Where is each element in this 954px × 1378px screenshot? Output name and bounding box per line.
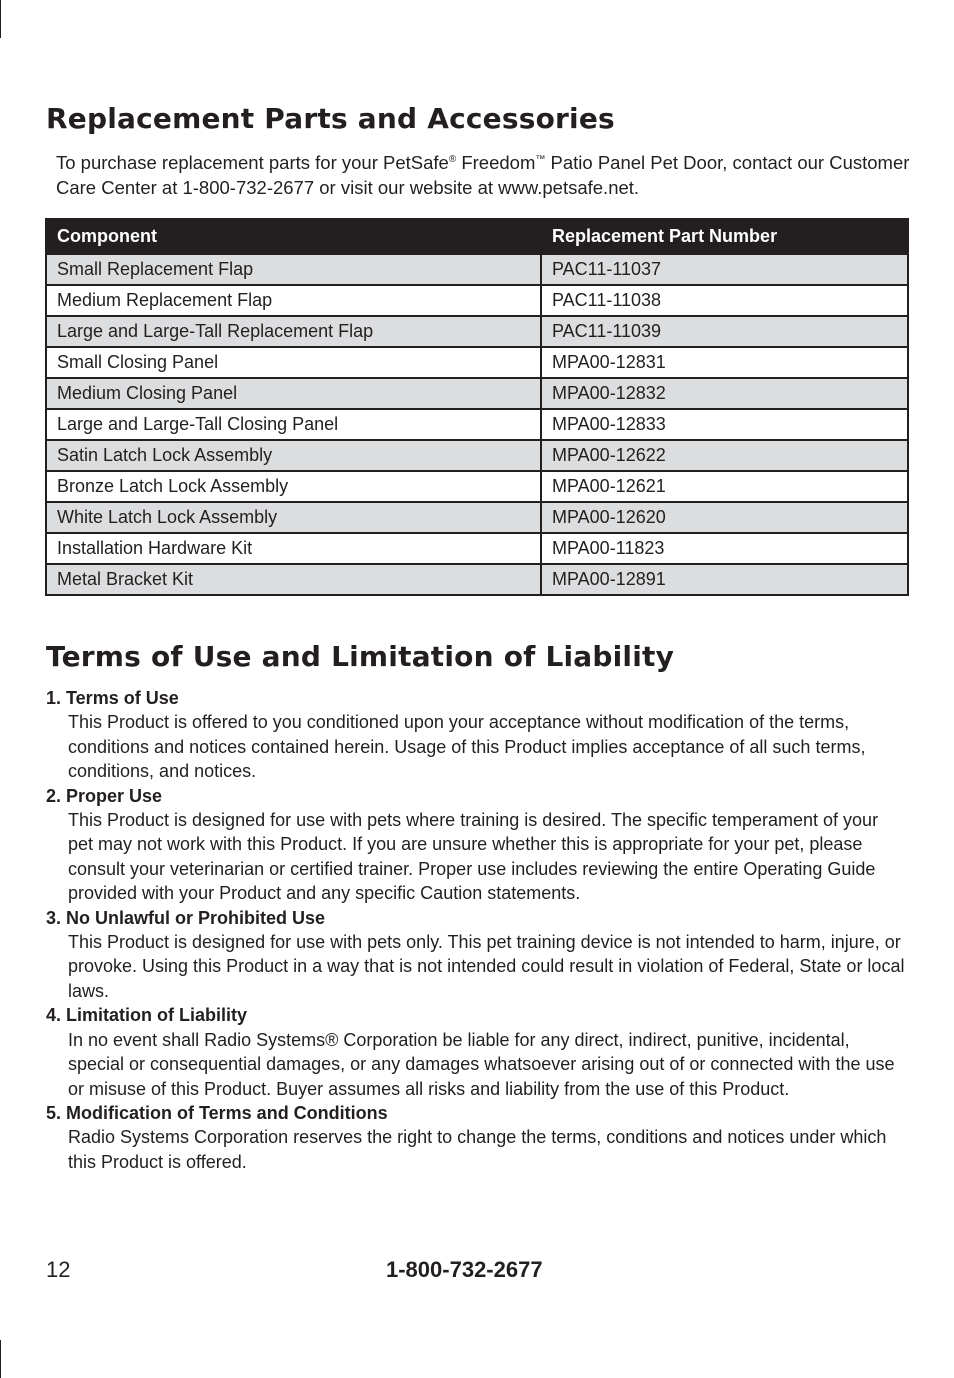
term-heading: 1. Terms of Use: [46, 688, 179, 708]
table-row: [46, 378, 908, 409]
registered-mark: ®: [448, 154, 457, 165]
component-cell: White Latch Lock Assembly: [46, 502, 541, 533]
footer-phone: 1-800-732-2677: [386, 1257, 543, 1282]
parts-table: [45, 218, 909, 596]
terms-section-title: Terms of Use and Limitation of Liability: [46, 640, 675, 673]
part-number-cell: MPA00-12832: [541, 378, 908, 409]
crop-mark-bottom: [0, 1340, 1, 1378]
term-heading: 5. Modification of Terms and Conditions: [46, 1102, 388, 1123]
part-number-cell: MPA00-12833: [541, 409, 908, 440]
term-body: This Product is designed for use with pets only. This pet training device is not intended to harm, injure, or provoke. Using this Product in a way that is not intended could result in violation of Federal, State or local laws.: [68, 932, 905, 1001]
part-number-cell: MPA00-12891: [541, 564, 908, 595]
header-part-number: Replacement Part Number: [541, 219, 908, 254]
table-row: [46, 409, 908, 440]
part-number-cell: PAC11-11039: [541, 316, 908, 347]
crop-mark-top: [0, 0, 1, 38]
component-cell: Medium Closing Panel: [46, 378, 541, 409]
table-row: [46, 285, 908, 316]
component-cell: Bronze Latch Lock Assembly: [46, 471, 541, 502]
part-number-cell: PAC11-11038: [541, 285, 908, 316]
terms-list: [46, 686, 906, 1174]
table-row: [46, 471, 908, 502]
component-cell: Metal Bracket Kit: [46, 564, 541, 595]
component-cell: Large and Large-Tall Closing Panel: [46, 409, 541, 440]
intro-part3: Patio Panel Pet Door, contact our Customer Care Center at 1-800-732-2677 or visit our website at www.petsafe.net.: [56, 152, 910, 199]
component-cell: Small Closing Panel: [46, 347, 541, 378]
intro-part2: Freedom: [456, 152, 536, 174]
component-cell: Large and Large-Tall Replacement Flap: [46, 316, 541, 347]
table-row: [46, 347, 908, 378]
term-heading: 2. Proper Use: [46, 785, 163, 806]
table-row: [46, 502, 908, 533]
part-number-cell: MPA00-12620: [541, 502, 908, 533]
header-component: Component: [46, 219, 541, 254]
term-heading: 3. No Unlawful or Prohibited Use: [46, 907, 326, 928]
component-cell: Small Replacement Flap: [46, 254, 541, 285]
term-body: Radio Systems Corporation reserves the right to change the terms, conditions and notices under which this Product is offered.: [68, 1127, 887, 1172]
table-row: [46, 564, 908, 595]
part-number-cell: MPA00-12621: [541, 471, 908, 502]
component-cell: Medium Replacement Flap: [46, 285, 541, 316]
table-row: [46, 533, 908, 564]
table-row: [46, 316, 908, 347]
parts-intro-text: [56, 147, 916, 200]
part-number-cell: MPA00-12831: [541, 347, 908, 378]
term-body: In no event shall Radio Systems® Corporation be liable for any direct, indirect, punitive, incidental, special or consequential damages, or any damages whatsoever arising out of or connected with the use or misuse of this Product. Buyer assumes all risks and liability from the use of this Product.: [68, 1029, 895, 1099]
term-body: This Product is designed for use with pets where training is desired. The specific temperament of your pet may not work with this Product. If you are unsure whether this is appropriate for your pet, please consult your veterinarian or certified trainer. Proper use includes reviewing the entire Operating Guide provided with your Product and any specific Caution statements.: [68, 810, 879, 904]
trademark-mark: ™: [535, 154, 546, 165]
table-row: [46, 440, 908, 471]
parts-section-title: Replacement Parts and Accessories: [46, 102, 615, 135]
intro-part1: To purchase replacement parts for your PetSafe: [56, 152, 449, 174]
component-cell: Installation Hardware Kit: [46, 533, 541, 564]
page-number: 12: [46, 1257, 71, 1282]
part-number-cell: MPA00-12622: [541, 440, 908, 471]
part-number-cell: MPA00-11823: [541, 533, 908, 564]
part-number-cell: PAC11-11037: [541, 254, 908, 285]
parts-table-header-row: [46, 219, 908, 254]
component-cell: Satin Latch Lock Assembly: [46, 440, 541, 471]
term-heading: 4. Limitation of Liability: [46, 1005, 248, 1026]
term-body: This Product is offered to you conditioned upon your acceptance without modification of the terms, conditions and notices contained herein. Usage of this Product implies acceptance of all such terms, conditions, and notices.: [68, 712, 866, 782]
table-row: [46, 254, 908, 285]
